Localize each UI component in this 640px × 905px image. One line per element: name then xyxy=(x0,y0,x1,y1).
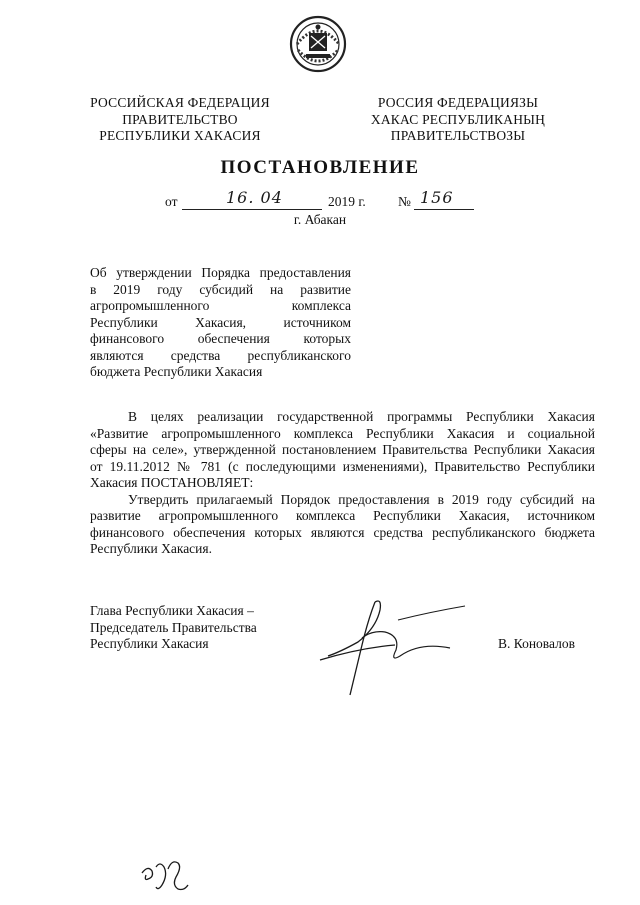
subject-line: являются средства республиканского xyxy=(90,347,351,363)
subject-line: Об утверждении Порядка предоставления xyxy=(90,265,351,280)
subject-line: в 2019 году субсидий на развитие xyxy=(90,281,351,297)
republic-of-khakassia-emblem-icon xyxy=(289,14,347,74)
handwritten-initials-icon xyxy=(138,855,196,895)
signatory-position xyxy=(90,603,257,653)
subject-line: финансового обеспечения которых xyxy=(90,331,351,346)
body-line: «Развитие агропромышленного комплекса Республики Хакасия и социальной xyxy=(90,425,595,441)
city-label: г. Абакан xyxy=(293,212,347,227)
signatory-position-line: Глава Республики Хакасия – xyxy=(90,603,254,618)
document-title: ПОСТАНОВЛЕНИЕ xyxy=(220,157,420,178)
handwritten-signature-icon xyxy=(300,590,470,700)
body-line: Республики Хакасия. xyxy=(90,541,212,556)
body-line: сферы на селе», утвержденной постановлением Правительства Республики Хакасия xyxy=(90,442,595,457)
subject-line: агропромышленного комплекса xyxy=(90,298,351,313)
header-left-line: ПРАВИТЕЛЬСТВО xyxy=(122,111,238,127)
body-line: от 19.11.2012 № 781 (с последующими изменениями), Правительство Республики xyxy=(90,458,595,474)
number-fill-line xyxy=(414,209,474,210)
body-line: Утвердить прилагаемый Порядок предоставления в 2019 году субсидий на xyxy=(128,491,595,507)
body-line: финансового обеспечения которых являются средства республиканского бюджета xyxy=(90,524,595,540)
signatory-name: В. Коновалов xyxy=(498,636,575,651)
date-number-line xyxy=(150,190,490,212)
body-paragraph xyxy=(90,409,595,492)
handwritten-date: 16. 04 xyxy=(226,188,283,207)
date-from-label: от xyxy=(165,194,178,209)
body-paragraph xyxy=(90,492,595,558)
body-line: В целях реализации государственной программы Республики Хакасия xyxy=(128,409,595,424)
body-line: развитие агропромышленного комплекса Республики Хакасия, источником xyxy=(90,508,595,523)
subject-line: Республики Хакасия, источником xyxy=(90,314,351,330)
signatory-position-line: Председатель Правительства xyxy=(90,619,257,635)
year-label: 2019 г. xyxy=(328,194,366,209)
number-label: № xyxy=(398,194,411,209)
date-fill-line xyxy=(182,209,322,210)
body-line: Хакасия ПОСТАНОВЛЯЕТ: xyxy=(90,475,254,490)
subject-line: бюджета Республики Хакасия xyxy=(90,364,263,379)
header-left-line: РОССИЙСКАЯ ФЕДЕРАЦИЯ xyxy=(90,95,270,110)
header-left-line: РЕСПУБЛИКИ ХАКАСИЯ xyxy=(99,128,261,143)
document-subject xyxy=(90,265,351,381)
document-body xyxy=(90,409,595,558)
header-right xyxy=(360,95,556,145)
header-right-line: ХАКАС РЕСПУБЛИКАНЫҢ xyxy=(370,111,546,127)
handwritten-number: 156 xyxy=(420,188,454,207)
signatory-position-line: Республики Хакасия xyxy=(90,636,209,651)
header-right-line: ПРАВИТЕЛЬСТВОЗЫ xyxy=(390,128,526,143)
header-right-line: РОССИЯ ФЕДЕРАЦИЯЗЫ xyxy=(377,95,539,110)
header-left xyxy=(82,95,278,145)
